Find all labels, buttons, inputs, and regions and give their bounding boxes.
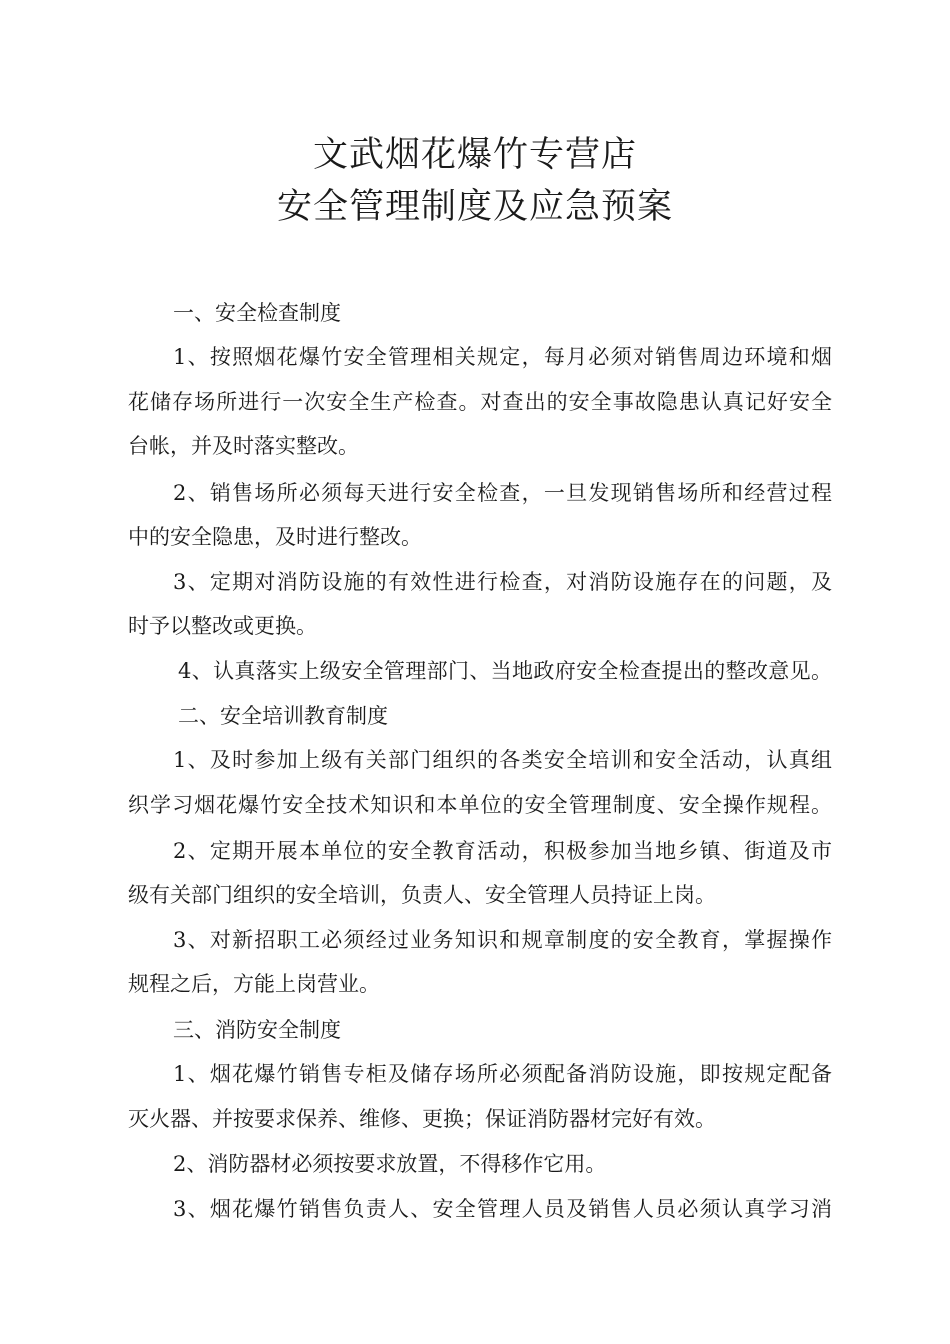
paragraph-line: 1、按照烟花爆竹安全管理相关规定，每月必须对销售周边环境和烟	[173, 345, 832, 369]
paragraph-line: 4、认真落实上级安全管理部门、当地政府安全检查提出的整改意见。	[178, 659, 832, 683]
paragraph-line: 灭火器、并按要求保养、维修、更换；保证消防器材完好有效。	[128, 1107, 716, 1131]
paragraph-line: 3、烟花爆竹销售负责人、安全管理人员及销售人员必须认真学习消	[173, 1197, 832, 1221]
paragraph-line: 级有关部门组织的安全培训，负责人、安全管理人员持证上岗。	[128, 883, 716, 907]
paragraph-line: 时予以整改或更换。	[128, 614, 317, 638]
paragraph-line: 规程之后，方能上岗营业。	[128, 972, 380, 996]
section-heading-safety-training: 二、安全培训教育制度	[178, 704, 388, 728]
paragraph-line: 2、销售场所必须每天进行安全检查，一旦发现销售场所和经营过程	[173, 481, 832, 505]
paragraph-line: 中的安全隐患，及时进行整改。	[128, 525, 422, 549]
paragraph-line: 花储存场所进行一次安全生产检查。对查出的安全事故隐患认真记好安全	[128, 390, 832, 414]
paragraph-line: 1、烟花爆竹销售专柜及储存场所必须配备消防设施，即按规定配备	[173, 1062, 832, 1086]
paragraph-line: 3、对新招职工必须经过业务知识和规章制度的安全教育，掌握操作	[173, 928, 832, 952]
section-heading-safety-inspection: 一、安全检查制度	[173, 301, 341, 325]
document-title-line-2: 安全管理制度及应急预案	[276, 187, 673, 227]
paragraph-line: 织学习烟花爆竹安全技术知识和本单位的安全管理制度、安全操作规程。	[128, 793, 832, 817]
paragraph-line: 1、及时参加上级有关部门组织的各类安全培训和安全活动，认真组	[173, 748, 832, 772]
document-title-line-1: 文武烟花爆竹专营店	[312, 135, 637, 175]
paragraph-line: 台帐，并及时落实整改。	[128, 434, 359, 458]
paragraph-line: 2、定期开展本单位的安全教育活动，积极参加当地乡镇、街道及市	[173, 839, 832, 863]
section-heading-fire-safety: 三、消防安全制度	[173, 1018, 341, 1042]
paragraph-line: 2、消防器材必须按要求放置，不得移作它用。	[173, 1152, 607, 1176]
paragraph-line: 3、定期对消防设施的有效性进行检查，对消防设施存在的问题，及	[173, 570, 832, 594]
